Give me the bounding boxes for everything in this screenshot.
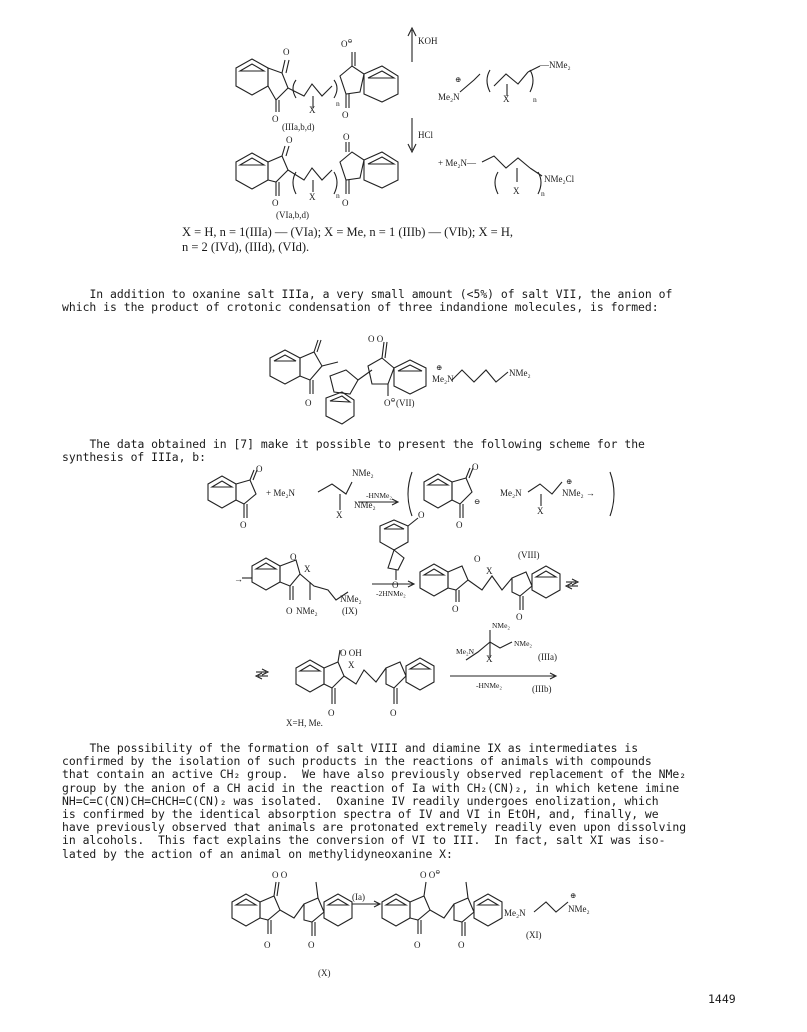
o-atom: O: [516, 612, 523, 622]
o-atom: O: [452, 604, 459, 614]
nme2-group: NMe₂: [354, 500, 376, 510]
oo-atoms-left: O O: [272, 870, 288, 880]
plus-charge: ⊕: [570, 891, 577, 900]
o-atom: O: [272, 114, 279, 124]
o-atom: O: [308, 940, 315, 950]
me2n-group: Me₂N: [504, 908, 526, 918]
o-atom: O: [456, 520, 463, 530]
o-atom: O: [328, 708, 335, 718]
plus-charge: ⊕: [566, 477, 573, 486]
nme2-ix: NMe₂: [340, 594, 362, 604]
paragraph-1: In addition to oxanine salt IIIa, a very small amount (<5%) of salt VII, the anion of which is the product of crotonic condensation of three indandione molecules, is formed:: [62, 287, 673, 315]
o-atom: O: [286, 135, 293, 145]
x-substituent: X: [486, 654, 493, 664]
cation-left: Me₂N: [438, 92, 460, 102]
o-atom: O: [286, 606, 293, 616]
o-atom: O: [272, 198, 279, 208]
plus-charge: ⊕: [455, 75, 462, 84]
scheme-2-figure: [0, 462, 807, 730]
n-subscript: n: [336, 191, 340, 200]
reagent-ia: (Ia): [352, 892, 365, 902]
me2n-group: Me₂N: [500, 488, 522, 498]
nme2-ix-2: NMe₂: [296, 606, 318, 616]
compound-label-ix: (IX): [342, 606, 358, 616]
o-atom: O: [264, 940, 271, 950]
hcl-reagent: HCl: [418, 130, 434, 140]
o-atom: O: [342, 110, 349, 120]
plus-charge: ⊕: [436, 363, 443, 372]
nme2-group: NMe₂: [568, 904, 590, 914]
oo-atoms-right: O O⊖: [420, 870, 441, 880]
scheme-1-figure: [0, 0, 807, 270]
elimination-label: -HNMe₂: [476, 681, 502, 690]
o-atom: O: [474, 554, 481, 564]
compound-label-vii: (VII): [396, 398, 415, 408]
oo-atoms: O O: [368, 334, 384, 344]
n-subscript: n: [541, 189, 545, 198]
compound-label-viii: (VIII): [518, 550, 540, 560]
o-atom: O: [343, 132, 350, 142]
o-atom: O: [342, 198, 349, 208]
cation-left: Me₂N: [432, 374, 454, 384]
o-oh-label: O OH: [340, 648, 362, 658]
compound-label-iii: (IIIa,b,d): [282, 122, 315, 132]
plus-me2n: + Me₂N—: [438, 158, 476, 168]
o-atom: O: [472, 462, 479, 472]
plus-me2n: + Me₂N: [266, 488, 295, 498]
x-substituent: X: [309, 105, 316, 115]
amine-nme2-b: NMe₂: [514, 639, 533, 648]
x-substituent: X: [503, 94, 510, 104]
o-atom: O: [290, 552, 297, 562]
nme2cl-group: NMe₂Cl: [544, 174, 575, 184]
arrow-dash: →: [234, 574, 243, 584]
o-atom: O: [390, 708, 397, 718]
compound-label-vi: (VIa,b,d): [276, 210, 309, 220]
compound-label-xi: (XI): [526, 930, 542, 940]
page-number: 1449: [708, 992, 736, 1006]
o-anion: O⊖: [384, 398, 396, 408]
o-atom: O: [392, 580, 399, 590]
nme2-group: NMe₂: [352, 468, 374, 478]
scheme-3-figure: [0, 862, 807, 982]
amine-nme2: NMe₂: [492, 621, 511, 630]
compound-vii-figure: [0, 330, 807, 440]
compound-label-iiia: (IIIa): [538, 652, 557, 662]
x-substituent: X: [304, 564, 311, 574]
n-subscript: n: [533, 95, 537, 104]
x-substituent: X: [348, 660, 355, 670]
compound-label-iiib: (IIIb): [532, 684, 552, 694]
o-atom: O: [240, 520, 247, 530]
anion-charge: ⊖: [474, 497, 481, 506]
legend-line-1: X = H, n = 1(IIIa) — (VIa); X = Me, n = 1 (IIIb) — (VIb); X = H,: [182, 225, 513, 239]
x-definition: X=H, Me.: [286, 718, 323, 728]
x-substituent: X: [513, 186, 520, 196]
compound-label-x: (X): [318, 968, 331, 978]
o-atom: O: [418, 510, 425, 520]
o-atom: O: [305, 398, 312, 408]
n-subscript: n: [336, 99, 340, 108]
amine-me2n: Me₂N: [456, 647, 475, 656]
paragraph-3: The possibility of the formation of salt VIII and diamine IX as intermediates is confirmed by the isolation of such products in the reactions of animals with compounds that contain an active CH₂ group. We have also previously observed replacement of the NMe₂ group by the anion of a CH acid in the reaction of Ia with CH₂(CN)₂, in which ketene imine NH=C=C(CN)CH=CHCH=C(CN)₂ was isolated. Oxanine IV readily undergoes enolization, which is confirmed by the identical absorption spectra of IV and VI in EtOH, and, finally, we have previously observed that animals are protonated extremely readily even upon dissolving in alcohols. This fact explains the conversion of VI to III. In fact, salt XI was iso- lated by the action of an animal on methylidyneoxanine X:: [62, 741, 687, 861]
o-atom: O: [256, 464, 263, 474]
nme2-arrow: NMe₂ →: [562, 488, 595, 498]
legend-line-2: n = 2 (IVd), (IIId), (VId).: [182, 240, 310, 254]
elimination-label: -2HNMe₂: [376, 589, 406, 598]
cation-nme2: —NMe₂: [540, 60, 571, 70]
koh-reagent: KOH: [418, 36, 438, 46]
elimination-label: -HNMe₂: [366, 491, 392, 500]
o-atom: O: [458, 940, 465, 950]
x-substituent: X: [537, 506, 544, 516]
x-substituent: X: [336, 510, 343, 520]
x-substituent: X: [486, 566, 493, 576]
paragraph-2: The data obtained in [7] make it possible to present the following scheme for the synthesis of IIIa, b:: [62, 437, 645, 465]
cation-right: NMe₂: [509, 368, 531, 378]
x-substituent: X: [309, 192, 316, 202]
o-anion: O⊖: [341, 39, 353, 49]
o-atom: O: [414, 940, 421, 950]
o-atom: O: [283, 47, 290, 57]
